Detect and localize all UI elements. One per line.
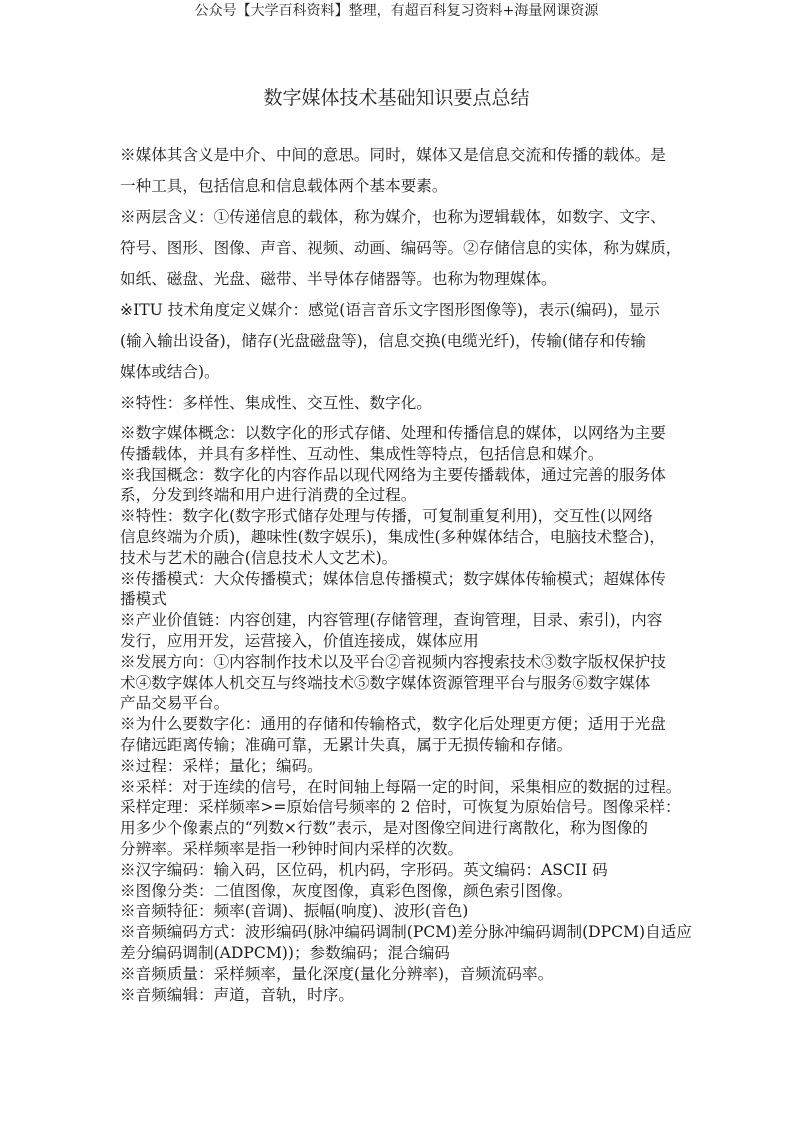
paragraph <box>120 901 700 922</box>
text-line: ※传播模式：大众传播模式；媒体信息传播模式；数字媒体传输模式；超媒体传 <box>120 569 666 588</box>
paragraph <box>120 756 700 777</box>
text-line: 用多少个像素点的“列数×行数”表示，是对图像空间进行离散化，称为图像的 <box>120 819 649 838</box>
text-line: ※音频编辑：声道，音轨，时序。 <box>120 985 354 1004</box>
paragraph <box>120 569 700 611</box>
text-line: ※媒体其含义是中介、中间的意思。同时，媒体又是信息交流和传播的载体。是 <box>120 146 666 164</box>
paragraph <box>120 985 700 1006</box>
text-line: 存储远距离传输；准确可靠，无累计失真，属于无损传输和存储。 <box>120 735 573 754</box>
text-line: 技术与艺术的融合(信息技术人文艺术)。 <box>120 548 398 567</box>
paragraph <box>120 714 700 756</box>
text-line: 差分编码调制(ADPCM))；参数编码；混合编码 <box>120 943 450 962</box>
paragraph <box>120 610 700 652</box>
text-line: ※ITU 技术角度定义媒介：感觉(语言音乐文字图形图像等)，表示(编码)，显示 <box>120 301 660 319</box>
paragraph <box>120 423 700 465</box>
paragraph <box>120 860 700 881</box>
document-title: 数字媒体技术基础知识要点总结 <box>263 87 530 109</box>
text-line: (输入输出设备)，储存(光盘磁盘等)，信息交换(电缆光纤)，传输(储存和传输 <box>120 332 646 350</box>
paragraph <box>120 964 700 985</box>
text-line: ※发展方向：①内容制作技术以及平台②音视频内容搜索技术③数字版权保护技 <box>120 652 666 671</box>
text-line: ※音频编码方式：波形编码(脉冲编码调制(PCM)差分脉冲编码调制(DPCM)自适应 <box>120 923 692 942</box>
text-line: 术④数字媒体人机交互与终端技术⑤数字媒体资源管理平台与服务⑥数字媒体 <box>120 673 651 692</box>
text-line: ※我国概念：数字化的内容作品以现代网络为主要传播载体，通过完善的服务体 <box>120 465 666 484</box>
text-line: ※为什么要数字化：通用的存储和传输格式，数字化后处理更方便；适用于光盘 <box>120 715 666 734</box>
section-intro <box>120 142 700 421</box>
text-line: 分辨率。采样频率是指一秒钟时间内采样的次数。 <box>120 839 464 858</box>
text-line: ※音频特征：频率(音调)、振幅(响度)、波形(音色) <box>120 902 469 921</box>
text-line: ※两层含义：①传递信息的载体，称为媒介，也称为逻辑载体，如数字、文字、 <box>120 208 666 226</box>
text-line: 播模式 <box>120 590 167 609</box>
text-line: ※特性：多样性、集成性、交互性、数字化。 <box>120 394 432 412</box>
text-line: 采样定理：采样频率>=原始信号频率的 2 倍时，可恢复为原始信号。图像采样： <box>120 798 681 817</box>
paragraph <box>120 922 700 964</box>
text-line: 媒体或结合)。 <box>120 363 220 381</box>
text-line: ※产业价值链：内容创建，内容管理(存储管理，查询管理，目录、索引)，内容 <box>120 611 663 630</box>
text-line: ※音频质量：采样频率，量化深度(量化分辨率)，音频流码率。 <box>120 964 554 983</box>
paragraph <box>120 297 700 390</box>
paragraph <box>120 777 700 860</box>
page-header: 公众号【大学百科资料】整理，有超百科复习资料+海量网课资源 <box>194 3 599 19</box>
text-line: ※采样：对于连续的信号，在时间轴上每隔一定的时间，采集相应的数据的过程。 <box>120 777 682 796</box>
text-line: 系，分发到终端和用户进行消费的全过程。 <box>120 486 417 505</box>
text-line: ※特性：数字化(数字形式储存处理与传播，可复制重复利用)，交互性(以网络 <box>120 507 653 526</box>
text-line: ※图像分类：二值图像，灰度图像，真彩色图像，颜色索引图像。 <box>120 881 573 900</box>
paragraph <box>120 506 700 568</box>
section-digital-media <box>120 423 700 1005</box>
text-line: ※汉字编码：输入码，区位码，机内码，字形码。英文编码：ASCII 码 <box>120 860 608 879</box>
text-line: 信息终端为介质)，趣味性(数字娱乐)，集成性(多种媒体结合，电脑技术整合)， <box>120 527 666 546</box>
paragraph <box>120 465 700 507</box>
paragraph <box>120 390 700 421</box>
text-line: 一种工具，包括信息和信息载体两个基本要素。 <box>120 177 448 195</box>
text-line: ※数字媒体概念：以数字化的形式存储、处理和传播信息的媒体，以网络为主要 <box>120 424 666 442</box>
text-line: 如纸、磁盘、光盘、磁带、半导体存储器等。也称为物理媒体。 <box>120 270 557 288</box>
text-line: 符号、图形、图像、声音、视频、动画、编码等。②存储信息的实体，称为媒质， <box>120 239 682 257</box>
paragraph <box>120 142 700 204</box>
paragraph <box>120 204 700 297</box>
text-line: 产品交易平台。 <box>120 694 230 713</box>
text-line: ※过程：采样；量化；编码。 <box>120 756 323 775</box>
paragraph <box>120 652 700 714</box>
text-line: 发行，应用开发，运营接入，价值连接成，媒体应用 <box>120 631 479 650</box>
paragraph <box>120 881 700 902</box>
text-line: 传播载体，并具有多样性、互动性、集成性等特点，包括信息和媒介。 <box>120 444 604 463</box>
